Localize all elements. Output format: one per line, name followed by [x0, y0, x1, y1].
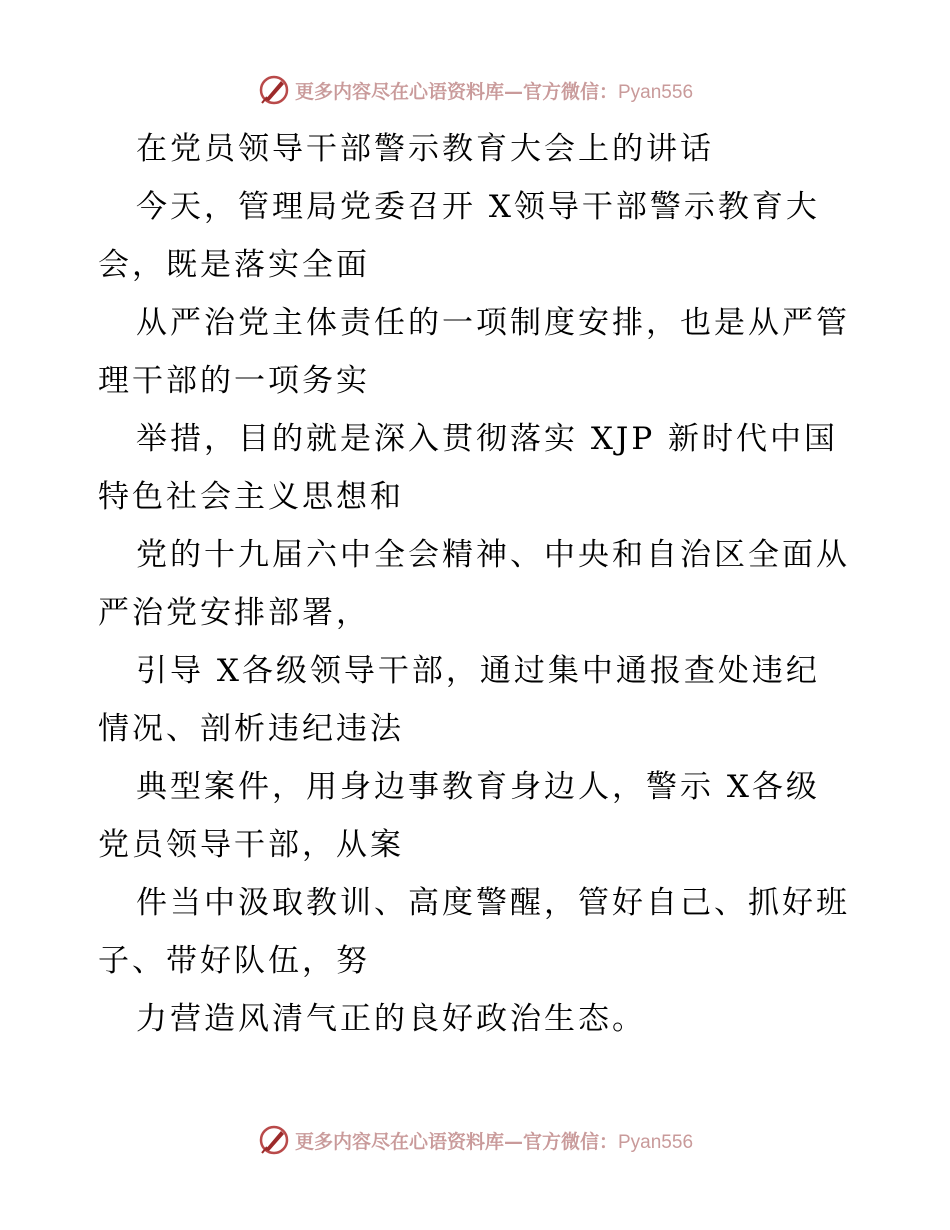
document-line: 件当中汲取教训、高度警醒，管好自己、抓好班 — [136, 885, 850, 921]
document-line: 引导 X各级领导干部，通过集中通报查处违纪 — [136, 653, 820, 689]
document-line: 子、带好队伍，努 — [98, 943, 370, 979]
watermark-text: 更多内容尽在心语资料库—官方微信：Pyan556 — [294, 1130, 694, 1153]
document-line: 严治党安排部署， — [98, 595, 370, 631]
document-line: 典型案件，用身边事教育身边人，警示 X各级 — [136, 769, 820, 805]
quill-logo-icon — [257, 73, 291, 107]
document-line: 党员领导干部，从案 — [98, 827, 404, 863]
document-line: 会，既是落实全面 — [98, 247, 370, 283]
document-line: 党的十九届六中全会精神、中央和自治区全面从 — [136, 537, 850, 573]
document-line: 在党员领导干部警示教育大会上的讲话 — [136, 131, 714, 167]
watermark-text: 更多内容尽在心语资料库—官方微信：Pyan556 — [294, 80, 694, 103]
quill-logo-icon — [257, 1123, 291, 1157]
document-line: 今天，管理局党委召开 X领导干部警示教育大 — [136, 189, 820, 225]
document-line: 从严治党主体责任的一项制度安排，也是从严管 — [136, 305, 850, 341]
header-watermark — [0, 70, 950, 110]
document-line: 特色社会主义思想和 — [98, 479, 404, 515]
document-line: 情况、剖析违纪违法 — [98, 711, 404, 747]
footer-watermark — [0, 1120, 950, 1160]
document-line: 理干部的一项务实 — [98, 363, 370, 399]
document-line: 力营造风清气正的良好政治生态。 — [136, 1001, 646, 1037]
document-line: 举措，目的就是深入贯彻落实 XJP 新时代中国 — [136, 421, 839, 457]
document-body — [98, 120, 858, 1048]
